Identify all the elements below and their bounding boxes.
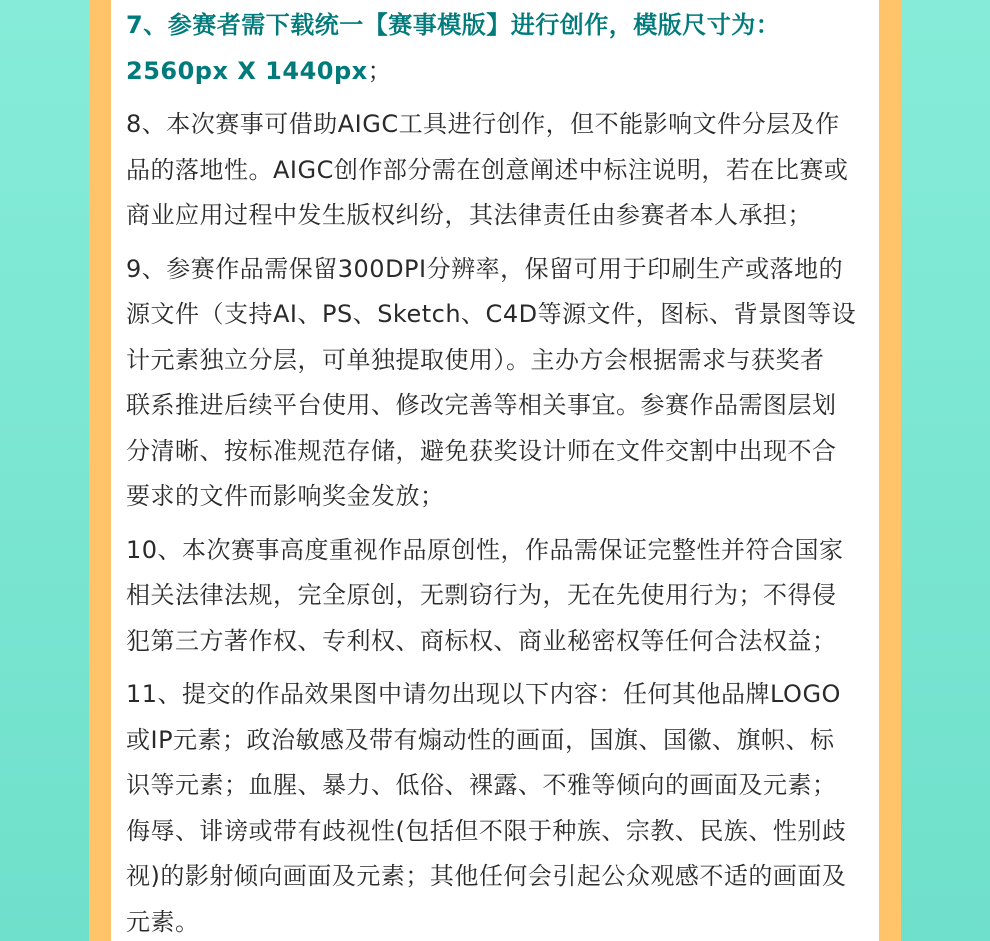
rule-11-line-2: 或IP元素；政治敏感及带有煽动性的画面，国旗、国徽、旗帜、标 [126,725,835,754]
rule-7-line-2 [126,48,871,94]
rule-item-8 [126,102,871,239]
rule-9-line-5: 分清晰、按标准规范存储，避免获奖设计师在文件交割中出现不合 [126,436,837,465]
rule-10-line-3: 犯第三方著作权、专利权、商标权、商业秘密权等任何合法权益； [126,626,837,655]
rule-8-line-1: 8、本次赛事可借助AIGC工具进行创作，但不能影响文件分层及作 [126,110,840,138]
rule-9-line-4: 联系推进后续平台使用、修改完善等相关事宜。参赛作品需图层划 [126,391,837,419]
rule-8-line-3: 商业应用过程中发生版权纠纷，其法律责任由参赛者本人承担； [126,201,812,229]
rule-11-line-4: 侮辱、诽谤或带有歧视性(包括但不限于种族、宗教、民族、性别歧 [126,816,847,845]
rule-9-line-3: 计元素独立分层，可单独提取使用）。主办方会根据需求与获奖者 [126,345,825,374]
rule-11-line-1: 11、提交的作品效果图中请勿出现以下内容：任何其他品牌LOGO [126,680,841,708]
rule-item-7 [126,0,871,94]
template-size: 2560px X 1440px [126,57,368,85]
rules-content [126,0,871,941]
rule-10-line-1: 10、本次赛事高度重视作品原创性，作品需保证完整性并符合国家 [126,535,844,564]
background-right [900,0,990,941]
rule-9-line-2: 源文件（支持AI、PS、Sketch、C4D等源文件，图标、背景图等设 [126,300,857,328]
rule-7-line-1: 7、参赛者需下载统一【赛事模版】进行创作，模版尺寸为： [126,11,781,39]
rule-11-line-5: 视)的影射倾向画面及元素；其他任何会引起公众观感不适的画面及 [126,862,847,890]
rule-10-line-2: 相关法律法规，完全原创，无剽窃行为，无在先使用行为；不得侵 [126,581,837,609]
rule-11-line-3: 识等元素；血腥、暴力、低俗、裸露、不雅等倾向的画面及元素； [126,771,837,799]
rule-7-tail: ； [367,57,393,85]
background-left [0,0,90,941]
rule-item-11 [126,672,871,941]
rule-9-line-6: 要求的文件而影响奖金发放； [126,482,445,510]
rule-item-10 [126,528,871,665]
rule-11-line-6: 元素。 [126,907,200,936]
rule-item-9 [126,247,871,520]
rule-9-line-1: 9、参赛作品需保留300DPI分辨率，保留可用于印刷生产或落地的 [126,254,844,283]
rule-8-line-2: 品的落地性。AIGC创作部分需在创意阐述中标注说明，若在比赛或 [126,155,849,184]
